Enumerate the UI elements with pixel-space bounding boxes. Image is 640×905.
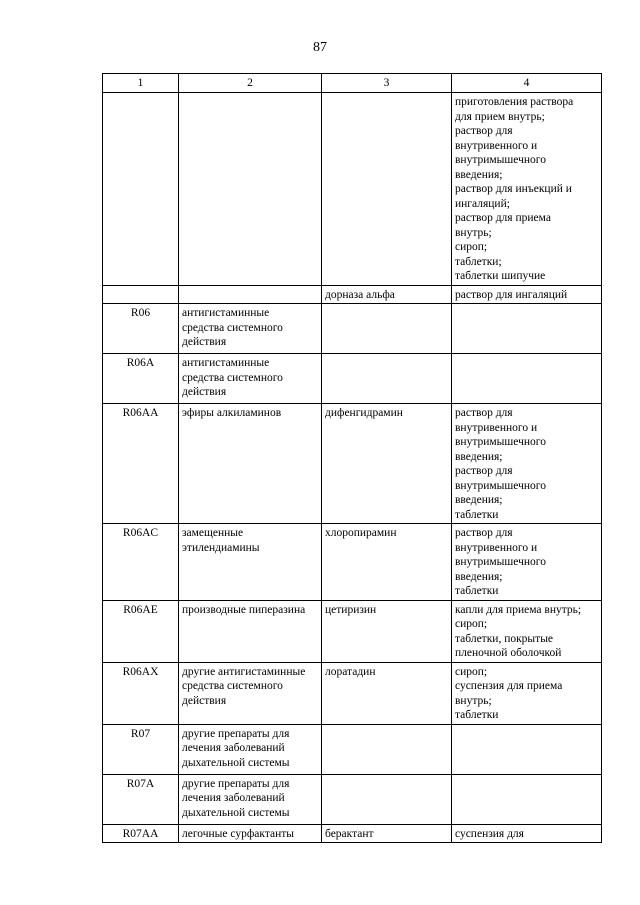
- page-number: 87: [313, 40, 327, 55]
- form-line: введения;: [455, 450, 503, 463]
- form-line: раствор для приема: [455, 212, 551, 224]
- dosage-form-cell: [452, 824, 602, 843]
- form-line: суспензия для: [455, 827, 524, 840]
- form-line: внутрь;: [455, 694, 492, 707]
- drug-name-cell: [322, 93, 452, 286]
- group-line: средства системного: [182, 371, 283, 384]
- anatomic-group-cell: [179, 304, 322, 354]
- dosage-form-cell: [452, 404, 602, 524]
- form-line: таблетки: [455, 585, 499, 597]
- table-row: [103, 662, 602, 724]
- dosage-form-cell: [452, 93, 602, 286]
- anatomic-group-cell: [179, 774, 322, 824]
- anatomic-group-cell: [179, 93, 322, 286]
- form-line: капли для приема внутрь;: [455, 603, 582, 616]
- form-line: раствор для: [455, 527, 513, 539]
- group-line: дыхательной системы: [182, 756, 290, 769]
- atc-code-cell: R06AE: [103, 600, 179, 662]
- anatomic-group-cell: [179, 285, 322, 304]
- drug-name-cell: берактант: [322, 824, 452, 843]
- dosage-form-cell: [452, 524, 602, 601]
- form-line: таблетки, покрытые: [455, 632, 554, 645]
- group-line: лечения заболеваний: [182, 792, 285, 804]
- group-line: этилендиамины: [182, 541, 260, 554]
- form-line: таблетки шипучие: [455, 270, 546, 282]
- group-line: легочные сурфактанты: [182, 827, 294, 840]
- anatomic-group-cell: [179, 524, 322, 601]
- form-line: внутримышечного: [455, 436, 546, 448]
- atc-code-cell: R07: [103, 724, 179, 774]
- anatomic-group-cell: [179, 354, 322, 404]
- table-row: [103, 600, 602, 662]
- group-line: дыхательной системы: [182, 806, 290, 819]
- form-line: для прием внутрь;: [455, 110, 545, 123]
- drug-name-cell: хлоропирамин: [322, 524, 452, 601]
- group-line: производные пиперазина: [182, 603, 306, 616]
- drug-name-cell: дорназа альфа: [322, 285, 452, 304]
- anatomic-group-cell: [179, 824, 322, 843]
- drug-name-cell: цетиризин: [322, 600, 452, 662]
- table-row: [103, 285, 602, 304]
- drug-name-cell: лоратадин: [322, 662, 452, 724]
- form-line: суспензия для приема: [455, 680, 563, 692]
- form-line: раствор для: [455, 407, 513, 419]
- anatomic-group-cell: [179, 404, 322, 524]
- column-header: 1: [103, 74, 179, 93]
- form-line: внутримышечного: [455, 556, 546, 568]
- atc-code-cell: [103, 285, 179, 304]
- form-line: таблетки: [455, 508, 499, 521]
- form-line: сироп;: [455, 618, 488, 630]
- form-line: раствор для: [455, 465, 513, 477]
- dosage-form-cell: [452, 724, 602, 774]
- group-line: средства системного: [182, 321, 283, 334]
- group-line: замещенные: [182, 527, 244, 539]
- group-line: другие антигистаминные: [182, 665, 306, 678]
- atc-code-cell: R06AA: [103, 404, 179, 524]
- table-row: [103, 404, 602, 524]
- drug-name-cell: [322, 354, 452, 404]
- form-line: внутривенного и: [455, 421, 538, 434]
- dosage-form-cell: [452, 304, 602, 354]
- column-header: 3: [322, 74, 452, 93]
- column-header: 4: [452, 74, 602, 93]
- group-line: другие препараты для: [182, 777, 290, 790]
- form-line: ингаляций;: [455, 197, 510, 210]
- dosage-form-cell: [452, 354, 602, 404]
- dosage-form-cell: [452, 662, 602, 724]
- form-line: таблетки: [455, 709, 499, 721]
- atc-code-cell: R07A: [103, 774, 179, 824]
- atc-code-cell: R06: [103, 304, 179, 354]
- anatomic-group-cell: [179, 600, 322, 662]
- form-line: приготовления раствора: [455, 96, 574, 108]
- form-line: раствор для: [455, 125, 513, 137]
- group-line: лечения заболеваний: [182, 742, 285, 754]
- column-header: 2: [179, 74, 322, 93]
- form-line: раствор для ингаляций: [455, 288, 568, 301]
- table-row: [103, 774, 602, 824]
- atc-code-cell: R07AA: [103, 824, 179, 843]
- drug-name-cell: дифенгидрамин: [322, 404, 452, 524]
- form-line: введения;: [455, 168, 503, 181]
- form-line: внутримышечного: [455, 479, 546, 492]
- table-row: [103, 724, 602, 774]
- drug-name-cell: [322, 304, 452, 354]
- form-line: пленочной оболочкой: [455, 647, 562, 659]
- form-line: введения;: [455, 494, 503, 506]
- form-line: сироп;: [455, 241, 488, 253]
- form-line: внутривенного и: [455, 541, 538, 554]
- form-line: сироп;: [455, 665, 488, 678]
- form-line: введения;: [455, 570, 503, 583]
- group-line: средства системного: [182, 680, 283, 692]
- atc-code-cell: R06A: [103, 354, 179, 404]
- table-row: [103, 524, 602, 601]
- group-line: другие препараты для: [182, 727, 290, 740]
- form-line: таблетки;: [455, 255, 502, 268]
- atc-code-cell: R06AX: [103, 662, 179, 724]
- table-row: [103, 304, 602, 354]
- group-line: действия: [182, 694, 227, 707]
- table-row: [103, 824, 602, 843]
- dosage-form-cell: [452, 600, 602, 662]
- form-line: раствор для инъекций и: [455, 183, 572, 195]
- group-line: антигистаминные: [182, 357, 270, 369]
- table-header-row: [103, 74, 602, 93]
- table-row: [103, 354, 602, 404]
- anatomic-group-cell: [179, 662, 322, 724]
- form-line: внутривенного и: [455, 139, 538, 152]
- form-line: внутрь;: [455, 226, 492, 239]
- group-line: антигистаминные: [182, 307, 270, 319]
- drug-name-cell: [322, 724, 452, 774]
- anatomic-group-cell: [179, 724, 322, 774]
- dosage-form-cell: [452, 774, 602, 824]
- drug-table: [102, 73, 602, 843]
- atc-code-cell: R06AC: [103, 524, 179, 601]
- group-line: эфиры алкиламинов: [182, 407, 282, 419]
- drug-name-cell: [322, 774, 452, 824]
- form-line: внутримышечного: [455, 154, 546, 166]
- dosage-form-cell: [452, 285, 602, 304]
- group-line: действия: [182, 336, 227, 348]
- group-line: действия: [182, 386, 227, 398]
- table-row: [103, 93, 602, 286]
- atc-code-cell: [103, 93, 179, 286]
